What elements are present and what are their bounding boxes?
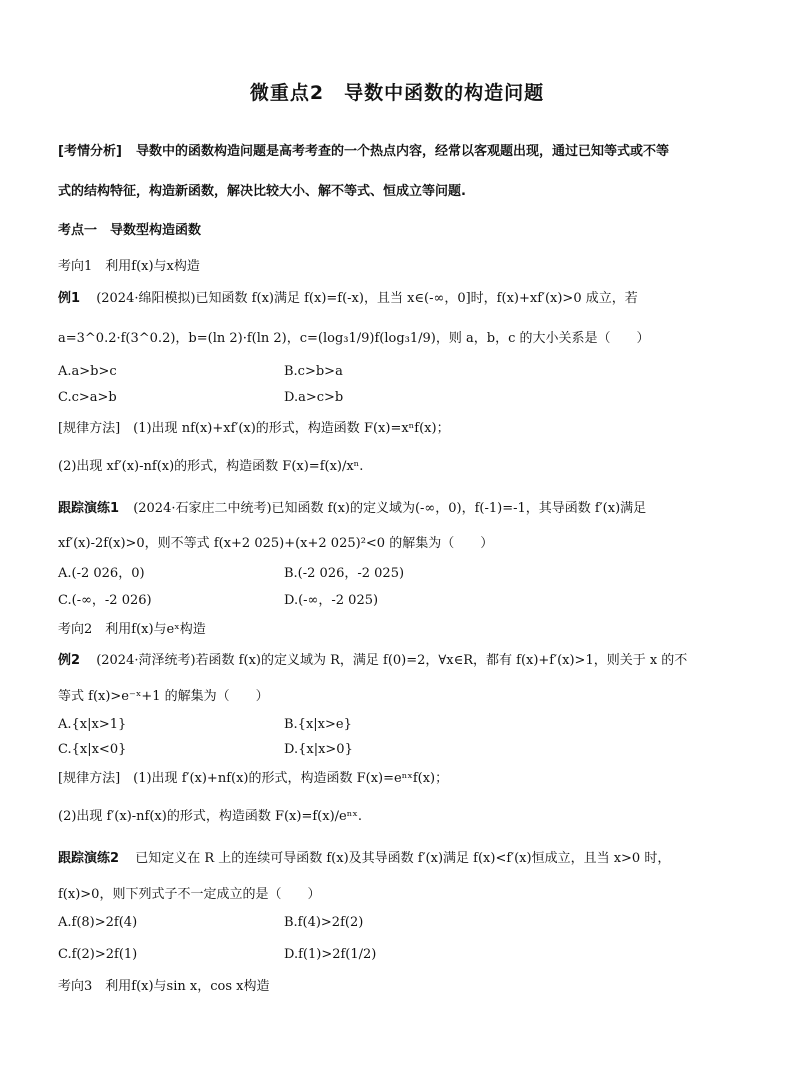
example-2-option-b[interactable]: B.{x|x>e}	[284, 717, 352, 732]
direction-heading-3: 考向3 利用f(x)与sin x，cos x构造	[58, 979, 270, 994]
direction-heading-2: 考向2 利用f(x)与eˣ构造	[58, 622, 206, 637]
example-2-option-a[interactable]: A.{x|x>1}	[58, 717, 127, 732]
example-1-text-1: (2024·绵阳模拟)已知函数 f(x)满足 f(x)=f(-x)，且当 x∈(-∞，0]时，f(x)+xf′(x)>0 成立，若	[96, 291, 638, 306]
example-1-option-c[interactable]: C.c>a>b	[58, 390, 117, 405]
rule-1-line-2: (2)出现 xf′(x)-nf(x)的形式，构造函数 F(x)=f(x)/xⁿ.	[58, 459, 364, 474]
example-1-option-a[interactable]: A.a>b>c	[58, 364, 117, 379]
example-2-line-1	[58, 652, 754, 670]
practice-1-option-d[interactable]: D.(-∞，-2 025)	[284, 593, 379, 608]
page-title: 微重点2 导数中函数的构造问题	[249, 82, 545, 104]
example-1-option-d[interactable]: D.a>c>b	[284, 390, 344, 405]
example-2-option-c[interactable]: C.{x|x<0}	[58, 742, 127, 757]
practice-1-option-a[interactable]: A.(-2 026，0)	[58, 566, 145, 581]
example-2-text-2: 等式 f(x)>e⁻ˣ+1 的解集为（ ）	[58, 689, 269, 704]
practice-1-line-1	[58, 500, 754, 518]
practice-1-text-2: xf′(x)-2f(x)>0，则不等式 f(x+2 025)+(x+2 025)²<0 的解集为（ ）	[58, 536, 494, 551]
rule-2-line-1: [规律方法] (1)出现 f′(x)+nf(x)的形式，构造函数 F(x)=eⁿˣf(x)；	[58, 771, 449, 786]
practice-1-text-1: (2024·石家庄二中统考)已知函数 f(x)的定义域为(-∞，0)，f(-1)=-1，其导函数 f′(x)满足	[133, 501, 647, 516]
practice-2-label: 跟踪演练2	[58, 851, 120, 866]
practice-2-option-c[interactable]: C.f(2)>2f(1)	[58, 947, 138, 962]
analysis-text-2: 式的结构特征，构造新函数，解决比较大小、解不等式、恒成立等问题.	[58, 184, 466, 199]
practice-1-label: 跟踪演练1	[58, 501, 120, 516]
example-2-option-d[interactable]: D.{x|x>0}	[284, 742, 353, 757]
analysis-text-1: 导数中的函数构造问题是高考考查的一个热点内容，经常以客观题出现，通过已知等式或不等	[136, 144, 670, 159]
practice-2-option-b[interactable]: B.f(4)>2f(2)	[284, 915, 364, 930]
practice-1-option-b[interactable]: B.(-2 026，-2 025)	[284, 566, 405, 581]
practice-2-line-1	[58, 850, 754, 868]
practice-2-text-1: 已知定义在 R 上的连续可导函数 f(x)及其导函数 f′(x)满足 f(x)<f′(x)恒成立，且当 x>0 时，	[135, 851, 671, 866]
practice-2-option-a[interactable]: A.f(8)>2f(4)	[58, 915, 138, 930]
analysis-label: [考情分析]	[58, 144, 122, 159]
example-1-text-2: a=3^0.2·f(3^0.2)，b=(ln 2)·f(ln 2)，c=(log₃1/9)f(log₃1/9)，则 a，b，c 的大小关系是（ ）	[58, 331, 650, 346]
direction-heading-1: 考向1 利用f(x)与x构造	[58, 259, 200, 274]
example-1-line-1	[58, 290, 754, 308]
example-1-option-b[interactable]: B.c>b>a	[284, 364, 343, 379]
rule-1-line-1: [规律方法] (1)出现 nf(x)+xf′(x)的形式，构造函数 F(x)=xⁿf(x)；	[58, 421, 450, 436]
practice-2-text-2: f(x)>0，则下列式子不一定成立的是（ ）	[58, 887, 321, 902]
example-2-text-1: (2024·菏泽统考)若函数 f(x)的定义域为 R，满足 f(0)=2，∀x∈R，都有 f(x)+f′(x)>1，则关于 x 的不	[96, 653, 688, 668]
example-2-label: 例2	[58, 653, 81, 668]
practice-2-option-d[interactable]: D.f(1)>2f(1/2)	[284, 947, 377, 962]
practice-1-option-c[interactable]: C.(-∞，-2 026)	[58, 593, 152, 608]
rule-2-line-2: (2)出现 f′(x)-nf(x)的形式，构造函数 F(x)=f(x)/eⁿˣ.	[58, 809, 362, 824]
analysis-line-1	[58, 143, 754, 161]
example-1-label: 例1	[58, 291, 81, 306]
section-heading-1: 考点一 导数型构造函数	[58, 223, 202, 238]
